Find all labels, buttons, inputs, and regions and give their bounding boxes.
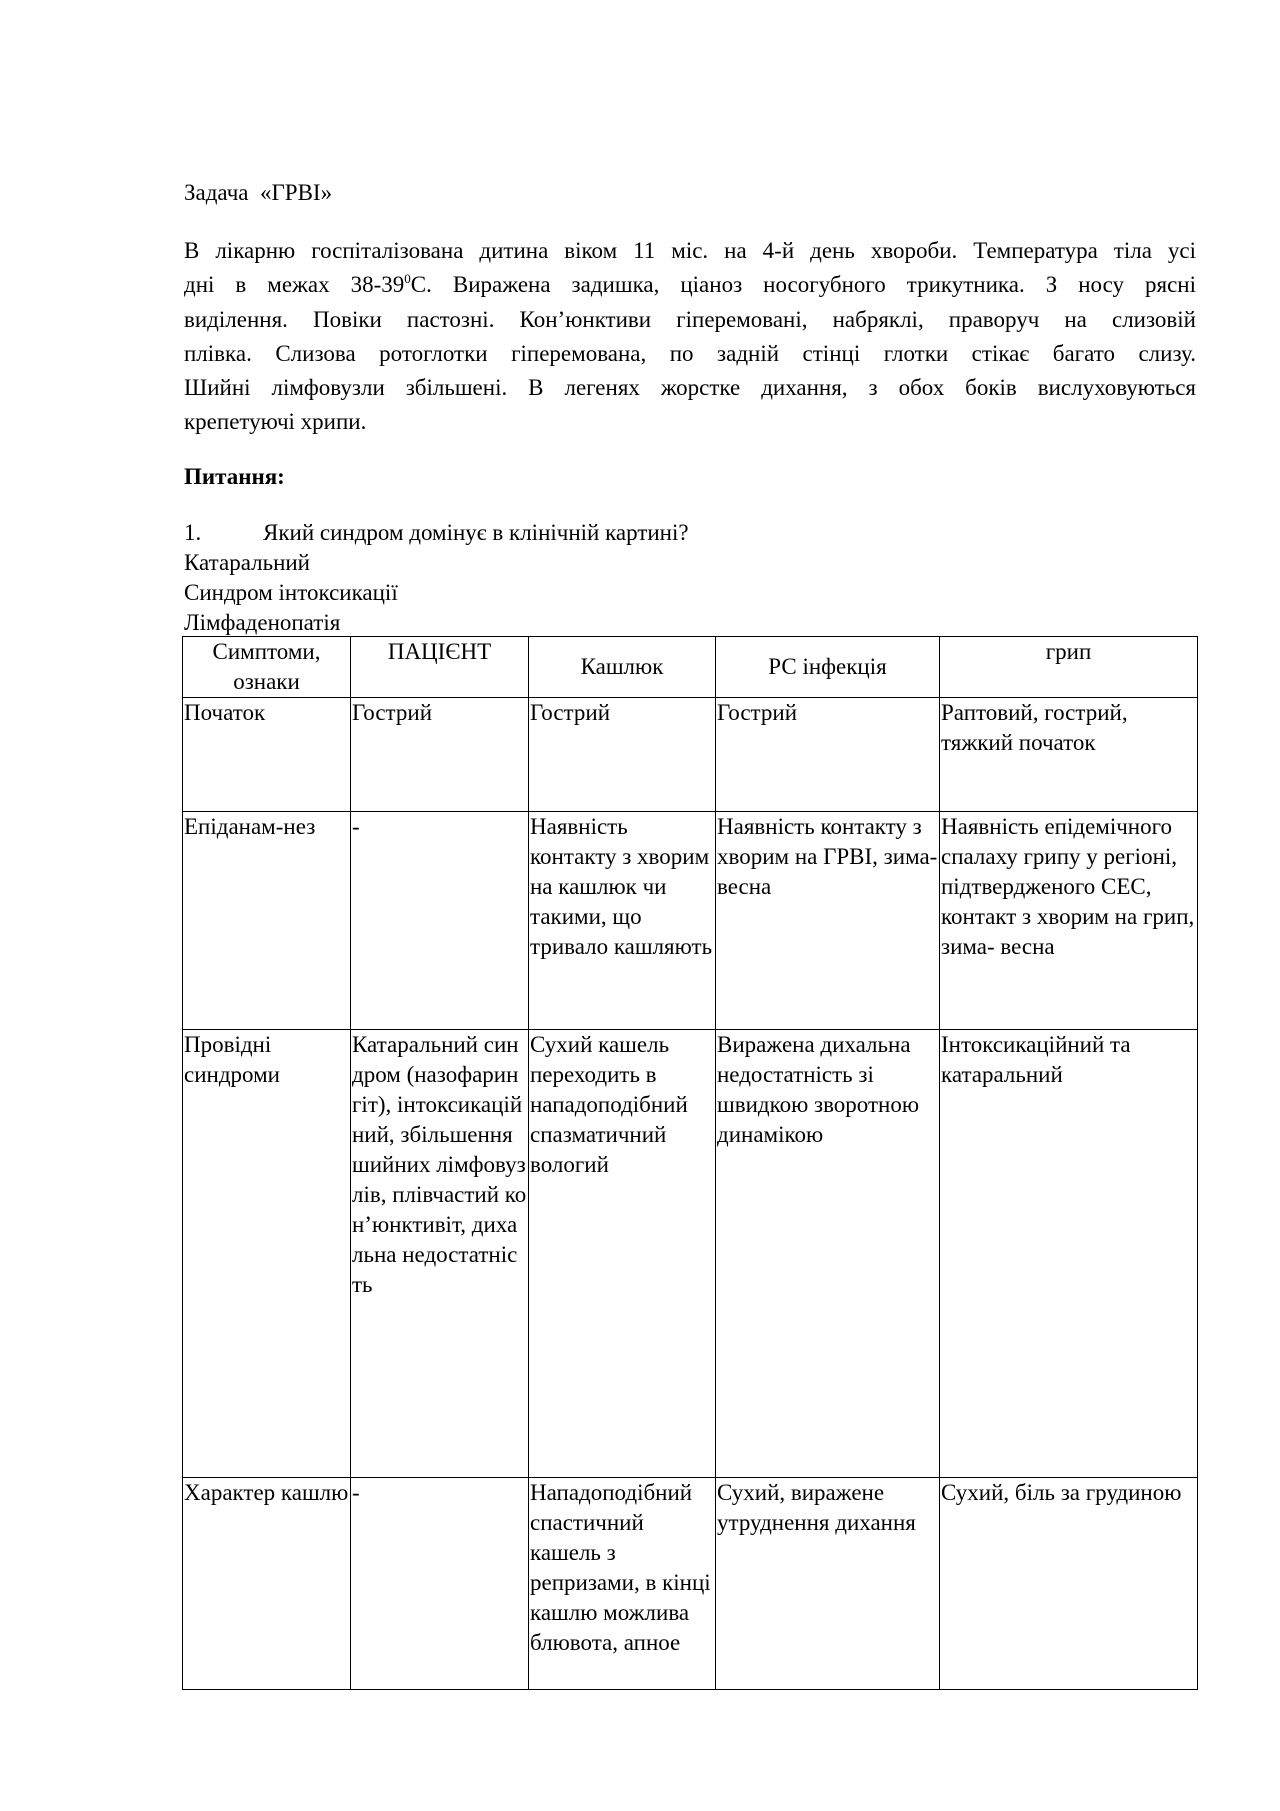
question-item [184, 518, 689, 548]
cell-patient: Катаральний синдром (назофарингіт), інтоксикаційний, збільшення шийних лімфовузлів, плівчастий кон’юнктивіт, дихальна недостатність [351, 1030, 529, 1478]
question-number: 1. [184, 520, 202, 545]
row-label: Провідні синдроми [183, 1030, 351, 1478]
table-row [183, 698, 1198, 812]
row-label: Характер кашлю [183, 1478, 351, 1690]
cell-rsv: Сухий, виражене утруднення дихання [716, 1478, 940, 1690]
row-label: Початок [183, 698, 351, 812]
answer-list [184, 548, 398, 638]
cell-pertussis: Нападоподібний спастичний кашель з репризами, в кінці кашлю можлива блювота, апное [529, 1478, 716, 1690]
case-line [184, 268, 1196, 302]
cell-pertussis: Гострий [529, 698, 716, 812]
header-rsv: РС інфекція [716, 637, 940, 698]
header-pertussis: Кашлюк [529, 637, 716, 698]
cell-patient: - [351, 1478, 529, 1690]
case-line-part: дні в межах 38-39 [184, 272, 405, 298]
answer-item: Лімфаденопатія [184, 610, 341, 635]
case-line: виділення. Повіки пастозні. Кон’юнктиви гіперемовані, набряклі, праворуч на слизовій [184, 306, 1196, 332]
question-text: Який синдром домінує в клінічній картині? [263, 520, 689, 545]
table-row [183, 1478, 1198, 1690]
cell-flu: Сухий, біль за грудиною [940, 1478, 1198, 1690]
cell-patient: Гострий [351, 698, 529, 812]
cell-rsv: Наявність контакту з хворим на ГРВІ, зима- весна [716, 812, 940, 1030]
case-line: крепетуючі хрипи. [184, 409, 367, 435]
table-row [183, 1030, 1198, 1478]
row-label: Епіданам-нез [183, 812, 351, 1030]
answer-item: Синдром інтоксикації [184, 580, 398, 605]
task-title: Задача «ГРВІ» [184, 180, 333, 205]
case-line-part: С. Виражена задишка, ціаноз носогубного трикутника. З носу рясні [410, 272, 1196, 298]
cell-patient: - [351, 812, 529, 1030]
table-header-row [183, 637, 1198, 698]
temperature-superscript: 0 [404, 271, 411, 287]
cell-pertussis: Наявність контакту з хворим на кашлюк чи такими, що тривало кашляють [529, 812, 716, 1030]
cell-flu: Наявність епідемічного спалаху грипу у регіоні, підтвердженого СЕС, контакт з хворим на грип, зима- весна [940, 812, 1198, 1030]
header-patient: ПАЦІЄНТ [351, 637, 529, 698]
case-line: В лікарню госпіталізована дитина віком 11 міс. на 4-й день хвороби. Температура тіла усі [184, 238, 1196, 263]
case-line: плівка. Слизова ротоглотки гіперемована, по задній стінці глотки стікає багато слизу. [184, 340, 1196, 366]
cell-flu: Раптовий, гострий, тяжкий початок [940, 698, 1198, 812]
case-description [184, 234, 1196, 440]
header-symptoms: Симптоми, ознаки [183, 637, 351, 698]
cell-rsv: Гострий [716, 698, 940, 812]
cell-flu: Інтоксикаційний та катаральний [940, 1030, 1198, 1478]
questions-heading: Питання: [184, 464, 285, 489]
cell-pertussis: Сухий кашель переходить в нападоподібний спазматичний вологий [529, 1030, 716, 1478]
header-flu: грип [940, 637, 1198, 698]
answer-item: Катаральний [184, 550, 310, 575]
cell-rsv: Виражена дихальна недостатність зі швидкою зворотною динамікою [716, 1030, 940, 1478]
table-row [183, 812, 1198, 1030]
case-line: Шийні лімфовузли збільшені. В легенях жорстке дихання, з обох боків вислуховуються [184, 375, 1196, 401]
comparison-table [182, 636, 1198, 1690]
